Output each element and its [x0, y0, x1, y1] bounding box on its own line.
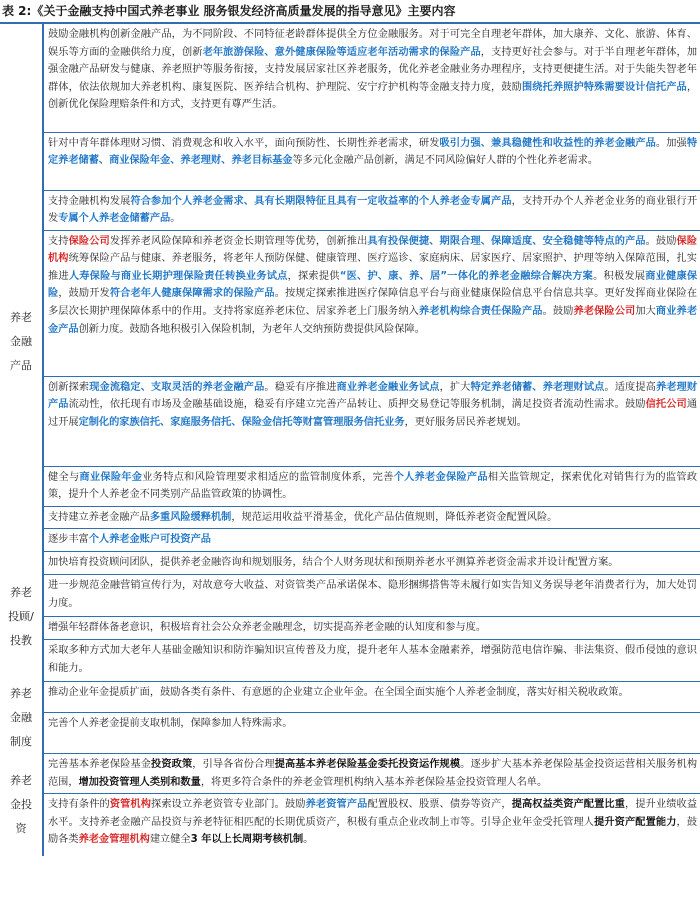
text-run: 等多元化金融产品创新，满足不同风险偏好人群的个性化养老需求。	[292, 155, 599, 167]
highlight-run: 养老机构综合责任保险产品	[418, 306, 543, 318]
category-label	[0, 132, 43, 552]
text-run: 鼓励金融机构创新金融产品，为不同阶段、不同特征老龄群体提供全方位金融服务。对于可完全自理老年群体，加大康养、文化、旅游、体育、娱乐等方面的金融供给力度，创新	[48, 29, 697, 58]
category-label-text: 养老金投资	[10, 773, 32, 835]
text-run: 完善基本养老保险基金	[48, 759, 152, 771]
text-run: 创新探索	[48, 381, 90, 393]
text-run: 进一步规范金融营销宣传行为，对故意夸大收益、对资管类产品承诺保本、隐形捆绑搭售等未履行如实告知义务误导老年消费者行为，加大处罚力度。	[48, 580, 697, 609]
table-row	[0, 754, 700, 794]
text-run: 流动性，依托现有市场及金融基础设施，稳妥有序建立完善产品转让、质押交易登记等服务机制，满足投资者流动性需求。鼓励	[68, 399, 646, 411]
category-label	[0, 552, 43, 682]
highlight-run: 养老资管产品	[305, 799, 368, 811]
highlight-run: 商业养老金融业务试点	[336, 381, 440, 393]
content-cell	[43, 466, 700, 506]
highlight-run: 商业养老金产品	[48, 306, 698, 335]
text-run: 针对中青年群体理财习惯、消费观念和收入水平，面向预防性、长期性养老需求，研发	[48, 137, 440, 149]
text-run: 完善个人养老金提前支取机制，保障参加人特殊需求。	[48, 717, 293, 729]
table-row	[0, 575, 700, 617]
text-run: 支持	[48, 235, 69, 247]
text-run: 通过开展	[48, 399, 698, 428]
text-run: 推动企业年金提质扩面，鼓励各类有条件、有意愿的企业建立企业年金。在全国全面实施个人养老金制度，落实好相关税收政策。	[48, 687, 629, 699]
table-row	[0, 617, 700, 640]
text-run: ，支持开办个人养老金业务的商业银行开发	[48, 195, 698, 225]
text-run: 健全与	[48, 471, 80, 483]
text-run: ，鼓励开发	[58, 288, 110, 300]
text-run: 相关监管规定，探索优化对销售行为的监管政策，提升个人养老金不同类别产品监管政策的协调性。	[48, 471, 698, 501]
highlight-run: 多重风险缓释机制	[149, 511, 232, 523]
text-run: ，规范运用收益平滑基金，优化产品估值规则，降低养老资金配置风险。	[231, 511, 558, 523]
table-row	[0, 552, 700, 575]
text-run: 。鼓励	[542, 306, 574, 318]
text-run: 统筹保险产品与健康、养老服务，将老年人预防保健、健康管理、医疗巡诊、家庭病床、居家医疗、居家照护、护理等纳入保障范围，扎实推进	[48, 253, 697, 282]
table-row	[0, 794, 700, 856]
text-run: ，探索提供	[287, 270, 340, 282]
highlight-run: 养老金管理机构	[78, 834, 150, 846]
text-run: 支持金融机构发展	[48, 195, 131, 207]
text-run: 创新力度。鼓励各地积极引入保险机制，为老年人交纳预防费提供风险保障。	[78, 323, 425, 335]
content-cell	[43, 529, 700, 552]
highlight-run: 现金流稳定、支取灵活的养老金融产品	[89, 381, 265, 393]
text-run: ，引导各省份合理	[192, 759, 275, 771]
policy-content-table	[0, 24, 700, 856]
content-cell	[43, 682, 700, 713]
table-row	[0, 230, 700, 376]
content-cell	[43, 506, 700, 529]
text-run: 发挥养老风险保障和养老资金长期管理等优势，创新推出	[109, 235, 368, 247]
highlight-run: 信托公司	[645, 399, 687, 411]
content-cell	[43, 552, 700, 575]
table-title: 表 2:《关于金融支持中国式养老事业 服务银发经济高质量发展的指导意见》主要内容	[0, 0, 700, 24]
text-run: 采取多种方式加大老年人基础金融知识和防诈骗知识宣传普及力度，提升老年人基本金融素养，增强防范电信诈骗、非法集资、假币侵蚀的意识和能力。	[48, 645, 697, 674]
text-run: 加快培育投资顾问团队，提供养老金融咨询和规划服务，结合个人财务现状和预期养老水平测算养老资金需求并设计配置方案。	[48, 557, 619, 569]
highlight-run: 3 年以上长周期考核机制	[190, 834, 304, 846]
table-row	[0, 24, 700, 132]
category-label-text: 养老金融制度	[10, 686, 32, 748]
highlight-run: 养老保险公司	[573, 306, 636, 318]
content-cell	[43, 640, 700, 682]
table-row	[0, 682, 700, 713]
text-run: 。积极发展	[593, 270, 646, 282]
text-run: 。按规定探索推进医疗保障信息平台与商业健康保险信息平台信息共享。更好发挥商业保险在多层次长期护理保障体系中的作用。支持将家庭养老床位、居家养老上门服务纳入	[48, 288, 698, 318]
text-run: 支持建立养老金融产品	[48, 511, 150, 523]
highlight-run: 吸引力强、兼具稳健性和收益性的养老金融产品	[439, 137, 656, 149]
highlight-run: 老年旅游保险、意外健康保险等适应老年活动需求的保险产品	[202, 46, 481, 58]
text-run: 配置股权、股票、债券等资产，	[367, 799, 512, 811]
highlight-run: 提高基本养老保险基金委托投资运作规模	[274, 759, 461, 771]
highlight-run: 符合老年人健康保障需求的保险产品	[109, 288, 275, 300]
highlight-run: 定制化的家族信托、家庭服务信托、保险金信托等财富管理服务信托业务	[78, 416, 405, 428]
table-row	[0, 529, 700, 552]
text-run: 。	[303, 834, 314, 846]
table-row	[0, 466, 700, 506]
content-cell	[43, 190, 700, 230]
text-run: ，将更多符合条件的养老金管理机构纳入基本养老保险基金投资管理人名单。	[200, 776, 548, 788]
highlight-run: 商业健康保险	[48, 270, 698, 300]
highlight-run: 符合参加个人养老金需求、具有长期限特征且具有一定收益率的个人养老金专属产品	[130, 195, 512, 207]
highlight-run: 特定养老储蓄、商业保险年金、养老理财、养老目标基金	[48, 137, 698, 167]
content-cell	[43, 24, 700, 132]
highlight-run: 个人养老金保险产品	[393, 471, 488, 483]
text-run: ，更好服务居民养老规划。	[404, 416, 527, 428]
highlight-run: 投资政策	[151, 759, 193, 771]
content-cell	[43, 132, 700, 190]
text-run: 。逐步扩大基本养老保险基金投资运营相关服务机构范围，	[48, 759, 698, 788]
highlight-run: “医、护、康、养、居”一体化的养老金融综合解决方案	[339, 270, 594, 282]
highlight-run: 增加投资管理人类别和数量	[78, 776, 201, 788]
text-run: 探索设立养老资管专业部门。鼓励	[151, 799, 306, 811]
text-run: ，扩大	[439, 381, 471, 393]
highlight-run: 围绕托养照护特殊需要设计信托产品	[521, 81, 687, 93]
content-cell	[43, 794, 700, 856]
text-run: 。	[170, 213, 181, 225]
text-run: 加大	[635, 306, 656, 318]
content-cell	[43, 712, 700, 753]
table-row	[0, 506, 700, 529]
table-row	[0, 376, 700, 466]
highlight-run: 资管机构	[109, 799, 152, 811]
content-cell	[43, 376, 700, 466]
text-run: 。加强	[655, 137, 687, 149]
highlight-run: 人寿保险与商业长期护理保险责任转换业务试点	[68, 270, 288, 282]
text-run: ，支持更好社会参与。对于半自理老年群体，加强金融产品研发与健康、养老照护等服务衔接，支持发展居家社区养老服务，优化养老金融业务办理程序，支持更便捷生活。对于失能失智老年群体，依法依规加大养老机构、康复医院、医养结合机构、护理院、安宁疗护机构等金融支持力度，鼓励	[48, 46, 698, 93]
text-run: 建立健全	[149, 834, 191, 846]
content-cell	[43, 230, 700, 376]
highlight-run: 提升资产配置能力	[594, 816, 677, 828]
table-row	[0, 132, 700, 190]
category-label-text: 养老金融产品	[10, 310, 32, 372]
highlight-run: 具有投保便捷、期限合理、保障适度、安全稳健等特点的产品	[367, 235, 646, 247]
text-run: 支持有条件的	[48, 799, 110, 811]
table-row	[0, 712, 700, 753]
content-cell	[43, 754, 700, 794]
highlight-run: 特定养老储蓄、养老理财试点	[470, 381, 605, 393]
text-run: 业务特点和风险管理要求相适应的监管制度体系，完善	[142, 471, 394, 483]
category-label-text: 养老投顾/投教	[8, 585, 34, 647]
content-cell	[43, 617, 700, 640]
category-label	[0, 754, 43, 856]
text-run: 。适度提高	[604, 381, 656, 393]
highlight-run: 专属个人养老金储蓄产品	[58, 213, 171, 225]
table-row	[0, 190, 700, 230]
table-row	[0, 640, 700, 682]
highlight-run: 商业保险年金	[79, 471, 143, 483]
text-run: ，鼓励各类	[48, 816, 698, 846]
text-run: 逐步丰富	[48, 534, 89, 546]
highlight-run: 保险机构	[48, 235, 698, 265]
text-run: ，提升业绩收益水平。支持养老金融产品投资与养老特征相匹配的长期优质资产，积极有重点企业改制上市等。引导企业年金受托管理人	[48, 799, 698, 828]
text-run: 增强年轻群体备老意识，积极培育社会公众养老金融理念，切实提高养老金融的认知度和参与度。	[48, 622, 487, 634]
highlight-run: 保险公司	[68, 235, 110, 247]
content-cell	[43, 575, 700, 617]
highlight-run: 养老理财产品	[48, 381, 698, 411]
text-run: 。稳妥有序推进	[264, 381, 337, 393]
text-run: 。鼓励	[645, 235, 677, 247]
category-label	[0, 682, 43, 754]
highlight-run: 提高权益类资产配置比重	[511, 799, 626, 811]
category-cell-empty	[0, 24, 43, 132]
text-run: ，创新优化保险理赔条件和方式，支持更有尊严生活。	[48, 81, 697, 111]
highlight-run: 个人养老金账户可投资产品	[88, 534, 211, 546]
